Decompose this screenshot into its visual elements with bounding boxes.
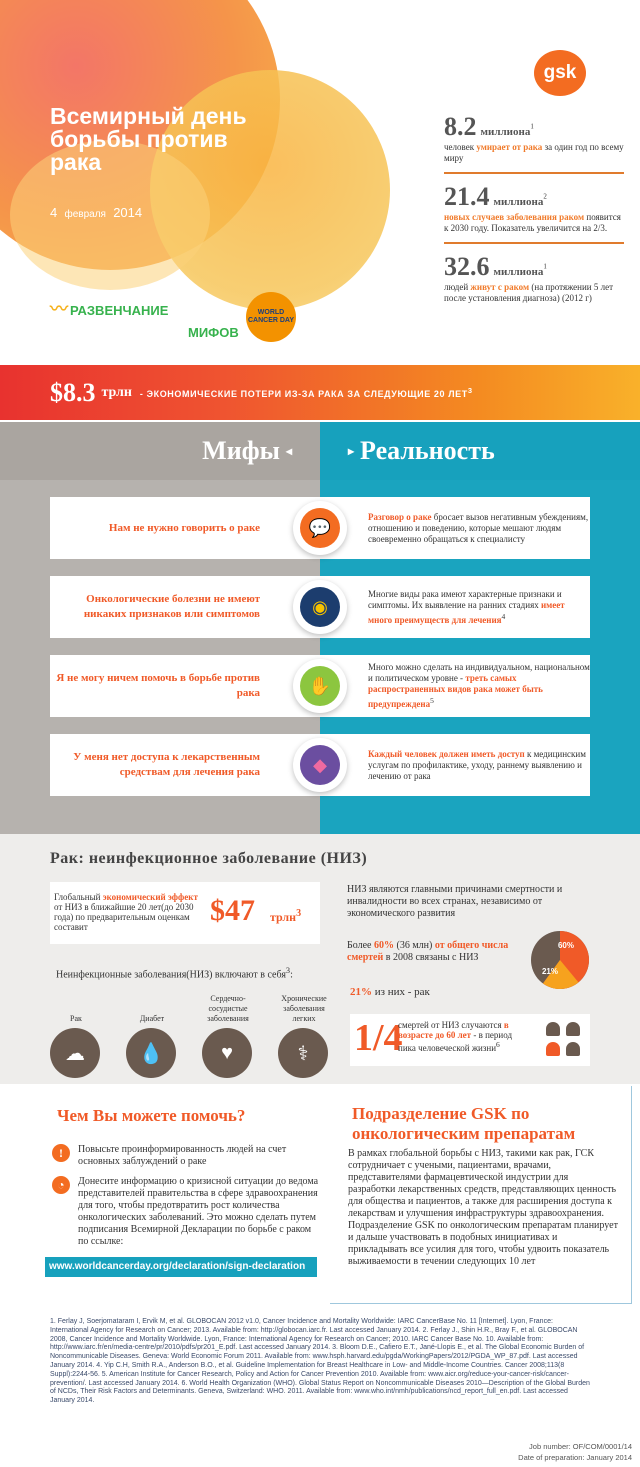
people-icon [546, 1022, 582, 1058]
reality-text: Каждый человек должен иметь доступ к медицинским услугам по профилактике, уходу, раннему выявлению и лечению от рака [368, 748, 586, 781]
ncd-disease-list [50, 984, 330, 1078]
ncd-title: Рак: неинфекционное заболевание (НИЗ) [50, 850, 368, 867]
speech-bubbles-icon: 💬 [300, 508, 340, 548]
diamond-icon: ◆ [300, 745, 340, 785]
disease-item: Хронические заболевания легких ⚕ [278, 984, 330, 1078]
ncd-60-percent: Более 60% (36 млн) от общего числа смертей в 2008 связаны с НИЗ [347, 940, 509, 963]
stat-item: 8.2 миллиона$^1$ человек умирает от рака за один год по всему миру [444, 112, 624, 174]
help-section [0, 1086, 640, 1311]
quarter-deaths-box: 1/4 смертей от НИЗ случаются в возрасте до 60 лет - в период пика человеческой жизни$^6$ [350, 1014, 590, 1066]
help-item: ! Повысьте проинформированность людей на счет основных заблуждений о раке [50, 1144, 320, 1168]
help-title: Чем Вы можете помочь? [57, 1106, 246, 1125]
gsk-oncology-text: В рамках глобальной борьбы с НИЗ, такими как рак, ГСК сотрудничает с учеными, пациентами, врачами, представителями фармацевтической индустрии для разработки лекарственных средств, представляющих ценность для общества и пациентов, а также для расширения доступа к лекарствам и улучшения инфраструктуры здравоохранения. Подразделение GSK по онкологическим препаратам планирует и дальше участвовать в подобных инициативах и прикладывать все усилия для того, чтобы удвоить показатель выживаемости в течении следующих 10 лет [348, 1148, 618, 1267]
ncd-pie-chart [530, 930, 590, 990]
chevron-right-icon: ▸ [348, 443, 355, 458]
disease-item: Рак ☁ [50, 984, 102, 1078]
ncd-mortality-text: НИЗ являются главными причинами смертности и инвалидности во всех странах, независимо от экономического развития [347, 884, 563, 919]
gsk-oncology-title: Подразделение GSK по онкологическим препаратам [352, 1104, 576, 1143]
economic-loss-text: - ЭКОНОМИЧЕСКИЕ ПОТЕРИ ИЗ-ЗА РАКА ЗА СЛЕДУЮЩИЕ 20 ЛЕТ$^3$ [139, 386, 473, 399]
ncd-includes-label: Неинфекционные заболевания(НИЗ) включают в себя$^3$: [56, 966, 293, 981]
pie-label: 60% [557, 941, 575, 950]
event-date: 4 февраля 2014 [50, 205, 143, 220]
gsk-oncology-section [330, 1086, 632, 1304]
speaker-icon: ◔ [52, 1176, 70, 1194]
cancer-icon: ☁ [50, 1028, 100, 1078]
economic-loss-amount: $8.3 [50, 377, 96, 407]
myth-text: Нам не нужно говорить о раке [108, 521, 260, 534]
myth-text: Онкологические болезни не имеют никаких признаков или симптомов [83, 593, 260, 620]
footer-job-info: Job number: OF/COM/0001/14 Date of preparation: January 2014 [518, 1442, 632, 1462]
diabetes-icon: 💧 [126, 1028, 176, 1078]
reality-text: Разговор о раке бросает вызов негативным убеждениям, отношению и поведению, которые мешают людям своевременно обращаться к специалисту [368, 511, 589, 544]
myth-reality-card [50, 576, 590, 638]
references: 1. Ferlay J, Soerjomataram I, Ervik M, et al. GLOBOCAN 2012 v1.0, Cancer Incidence and Mortality Worldwide: IARC CancerBase No. 11 [Internet]. Lyon, France: International Agency for Research on Cancer; 2013. Available from: http://globocan.iarc.fr. Last accessed January 2014. 2. Ferlay J., Shin H.R., Bray F., et al. GLOBOCAN 2008, Cancer Incidence and Mortality Worldwide. Lyon, France: International Agency for Research on Cancer; 2010. IARC Cancer Base No. 10. Available from: http://www.iarc.fr/en/media-centre/pr/2010/pdfs/pr201_E.pdf. Last accessed January 2014. 3. Bloom D.E., Cafiero E.T., Jané-Llopis E., et al. The Global Economic Burden of Noncommunicable Diseases. Geneva: World Economic Forum 2011. Available from: www.hsph.harvard.edu/pgda/WorkingPapers/2012/PGDA_WP_87.pdf. Last accessed January 2014. 4. Yip C.H, Smith R.A., Anderson B.O., et al. Guideline Implementation for Breast Healthcare in Low- and Middle-Income Countries. Cancer 2008;113(8 Suppl):2244-56. 5. American Institute for Cancer Research, Policy and Action for Cancer Prevention 2010. Available from: www.aicr.org/reduce-your-cancer-risk/cancer-prevention/. Last accessed January 2014. 6. World Health Organization (WHO). Global Status Report on Noncommunicable Diseases 2010—Description of the Global Burden of NCDs, Their Risk Factors and Determinants. Geneva, Switzerland: WHO. 2011. Available from: www.who.int/nmh/publications/ncd_report_full_en.pdf. Last accessed January 2014. [50, 1318, 590, 1405]
world-cancer-day-logo: WORLD CANCER DAY [246, 292, 296, 342]
myth-text: У меня нет доступа к лекарственным средствам для лечения рака [73, 751, 260, 778]
heart-icon: ♥ [202, 1028, 252, 1078]
exclamation-icon: ! [52, 1144, 70, 1162]
reality-text: Много можно сделать на индивидуальном, национальном и политическом уровне - треть самых распространенных видов рака может быть предупреждена$^5$ [368, 662, 590, 709]
reality-header: ▸ Реальность [320, 422, 640, 480]
myths-vs-reality [0, 422, 640, 834]
stat-item: 21.4 миллиона$^2$ новых случаев заболевания раком появится к 2030 году. Показатель увеличится на 2/3. [444, 182, 624, 244]
lungs-icon: ⚕ [278, 1028, 328, 1078]
myth-reality-card [50, 497, 590, 559]
economic-loss-banner: $8.3 трлн - ЭКОНОМИЧЕСКИЕ ПОТЕРИ ИЗ-ЗА РАКА ЗА СЛЕДУЮЩИЕ 20 ЛЕТ$^3$ [0, 365, 640, 420]
myth-reality-card [50, 655, 590, 717]
reality-text: Многие виды рака имеют характерные признаки и симптомы. Их выявление на ранних стадиях имеет много преимуществ для лечения$^4$ [368, 588, 565, 625]
help-item: ◔ Донесите информацию о кризисной ситуации до ведома представителей правительства в сфере здравоохранения для того, чтобы предотвратить рост количества онкологических заболеваний. Это можно сделать путем подписания Всемирной Декларации по борьбе с раком по ссылке: [50, 1176, 320, 1248]
stat-item: 32.6 миллиона$^1$ людей живут с раком (на протяжении 5 лет после установления диагноза) (2012 г) [444, 252, 614, 303]
ncd-economic-box: Глобальный экономический эффект от НИЗ в ближайшие 20 лет(до 2030 года) по предварительным оценкам составит $47 трлн$^3$ [50, 882, 320, 944]
myths-header: Мифы ◂ [0, 422, 320, 480]
page-title: Всемирный день борьбы против рака [50, 103, 247, 175]
ncd-cancer-share: 21% из них - рак [350, 986, 430, 998]
disease-item: Диабет 💧 [126, 984, 178, 1078]
myth-busting-logo: 〰 РАЗВЕНЧАНИЕ МИФОВ [50, 299, 239, 340]
chevron-left-icon: ◂ [285, 443, 292, 458]
ncd-economic-amount: $47 [210, 894, 255, 927]
gsk-logo: gsk [534, 50, 586, 96]
disease-item: Сердечно-сосудистые заболевания ♥ [202, 984, 254, 1078]
raised-hand-icon: ✋ [300, 666, 340, 706]
eye-icon: ◉ [300, 587, 340, 627]
ncd-section [0, 834, 640, 1084]
header [0, 0, 640, 362]
wave-icon: 〰 [50, 299, 68, 319]
myth-text: Я не могу ничем помочь в борьбе против рака [56, 672, 260, 699]
declaration-link[interactable]: www.worldcancerday.org/declaration/sign-declaration [45, 1257, 317, 1277]
myth-reality-card [50, 734, 590, 796]
pie-label: 21% [541, 967, 559, 976]
key-statistics [444, 112, 624, 320]
